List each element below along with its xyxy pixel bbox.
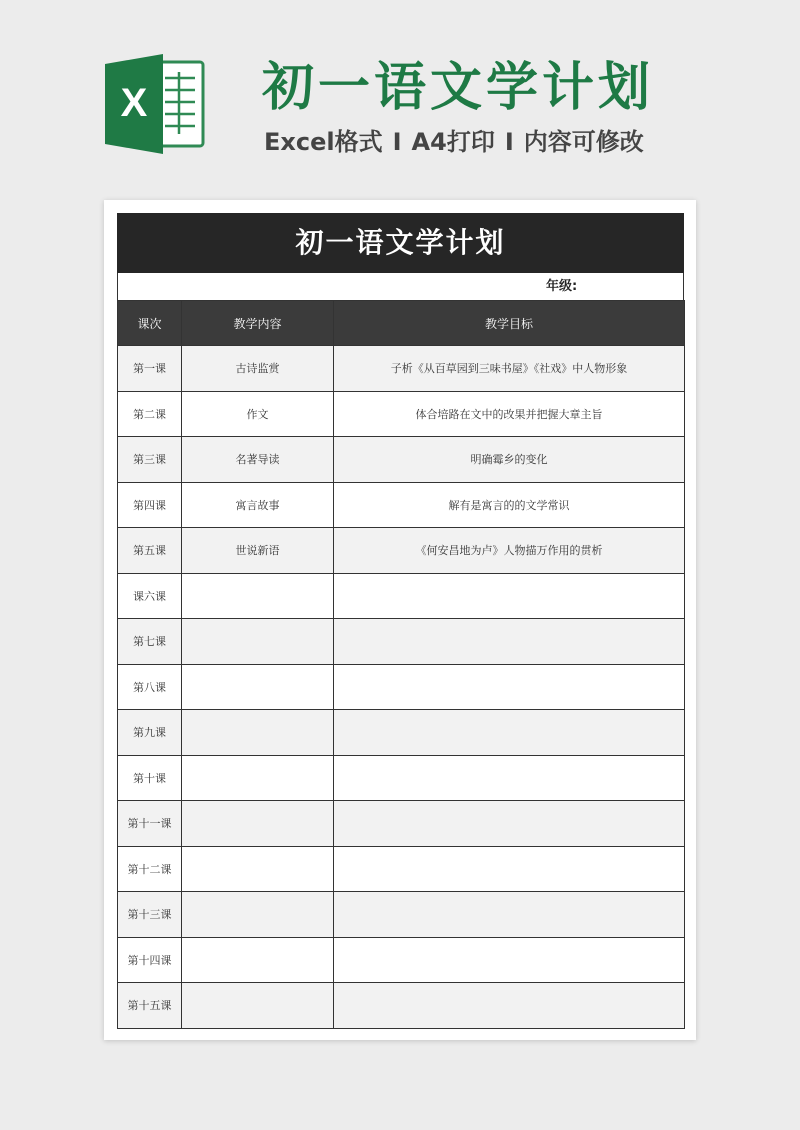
content-cell[interactable] <box>182 573 334 619</box>
table-row <box>118 937 685 983</box>
goal-cell[interactable]: 体合培路在文中的改果并把握大章主旨 <box>334 391 685 437</box>
content-cell[interactable] <box>182 619 334 665</box>
content-cell[interactable] <box>182 846 334 892</box>
goal-cell[interactable] <box>334 846 685 892</box>
goal-cell[interactable] <box>334 892 685 938</box>
lesson-cell[interactable]: 第二课 <box>118 391 182 437</box>
table-row <box>118 892 685 938</box>
table-row <box>118 619 685 665</box>
lesson-cell[interactable]: 第七课 <box>118 619 182 665</box>
lesson-cell[interactable]: 课六课 <box>118 573 182 619</box>
promo-header <box>0 0 800 200</box>
lesson-cell[interactable]: 第十二课 <box>118 846 182 892</box>
content-cell[interactable] <box>182 755 334 801</box>
promo-subtitle <box>264 126 644 158</box>
document-title: 初一语文学计划 <box>117 213 684 273</box>
lesson-cell[interactable]: 第四课 <box>118 482 182 528</box>
table-row <box>118 346 685 392</box>
goal-cell[interactable]: 子析《从百草园到三味书屋》《社戏》中人物形象 <box>334 346 685 392</box>
lesson-cell[interactable]: 第五课 <box>118 528 182 574</box>
lesson-cell[interactable]: 第十四课 <box>118 937 182 983</box>
column-header-lesson: 课次 <box>118 301 182 346</box>
table-row <box>118 983 685 1029</box>
goal-cell[interactable]: 解有是寓言的的文学常识 <box>334 482 685 528</box>
table-row <box>118 528 685 574</box>
content-cell[interactable]: 寓言故事 <box>182 482 334 528</box>
subtitle-print: A4打印 <box>411 128 495 156</box>
subtitle-separator: I <box>392 128 402 156</box>
lesson-cell[interactable]: 第九课 <box>118 710 182 756</box>
content-cell[interactable] <box>182 801 334 847</box>
content-cell[interactable] <box>182 983 334 1029</box>
excel-icon <box>103 54 207 154</box>
document-page <box>104 200 696 1040</box>
subtitle-format: Excel格式 <box>264 128 383 156</box>
lesson-cell[interactable]: 第十课 <box>118 755 182 801</box>
content-cell[interactable] <box>182 937 334 983</box>
excel-logo-letter: X <box>120 81 148 125</box>
goal-cell[interactable] <box>334 755 685 801</box>
lesson-cell[interactable]: 第十五课 <box>118 983 182 1029</box>
table-row <box>118 846 685 892</box>
content-cell[interactable]: 作文 <box>182 391 334 437</box>
table-row <box>118 664 685 710</box>
content-cell[interactable]: 世说新语 <box>182 528 334 574</box>
plan-table-body <box>118 346 685 1029</box>
lesson-cell[interactable]: 第一课 <box>118 346 182 392</box>
goal-cell[interactable] <box>334 619 685 665</box>
goal-cell[interactable] <box>334 664 685 710</box>
table-row <box>118 391 685 437</box>
content-cell[interactable]: 名著导读 <box>182 437 334 483</box>
grade-row <box>117 273 684 300</box>
subtitle-editable: 内容可修改 <box>523 128 644 156</box>
column-header-content: 教学内容 <box>182 301 334 346</box>
goal-cell[interactable] <box>334 573 685 619</box>
grade-label: 年级: <box>546 279 578 294</box>
lesson-cell[interactable]: 第八课 <box>118 664 182 710</box>
column-header-goal: 教学目标 <box>334 301 685 346</box>
goal-cell[interactable]: 《何安昌地为卢》人物描万作用的贯析 <box>334 528 685 574</box>
promo-title: 初一语文学计划 <box>262 58 655 118</box>
table-header-row <box>118 301 685 346</box>
goal-cell[interactable] <box>334 937 685 983</box>
subtitle-separator: I <box>504 128 514 156</box>
table-row <box>118 801 685 847</box>
table-row <box>118 755 685 801</box>
goal-cell[interactable] <box>334 801 685 847</box>
table-row <box>118 573 685 619</box>
table-row <box>118 710 685 756</box>
lesson-cell[interactable]: 第十三课 <box>118 892 182 938</box>
content-cell[interactable]: 古诗监赏 <box>182 346 334 392</box>
content-cell[interactable] <box>182 710 334 756</box>
lesson-cell[interactable]: 第三课 <box>118 437 182 483</box>
plan-table <box>117 300 685 1029</box>
table-row <box>118 437 685 483</box>
content-cell[interactable] <box>182 664 334 710</box>
table-row <box>118 482 685 528</box>
content-cell[interactable] <box>182 892 334 938</box>
goal-cell[interactable]: 明确霉乡的变化 <box>334 437 685 483</box>
lesson-cell[interactable]: 第十一课 <box>118 801 182 847</box>
goal-cell[interactable] <box>334 983 685 1029</box>
goal-cell[interactable] <box>334 710 685 756</box>
